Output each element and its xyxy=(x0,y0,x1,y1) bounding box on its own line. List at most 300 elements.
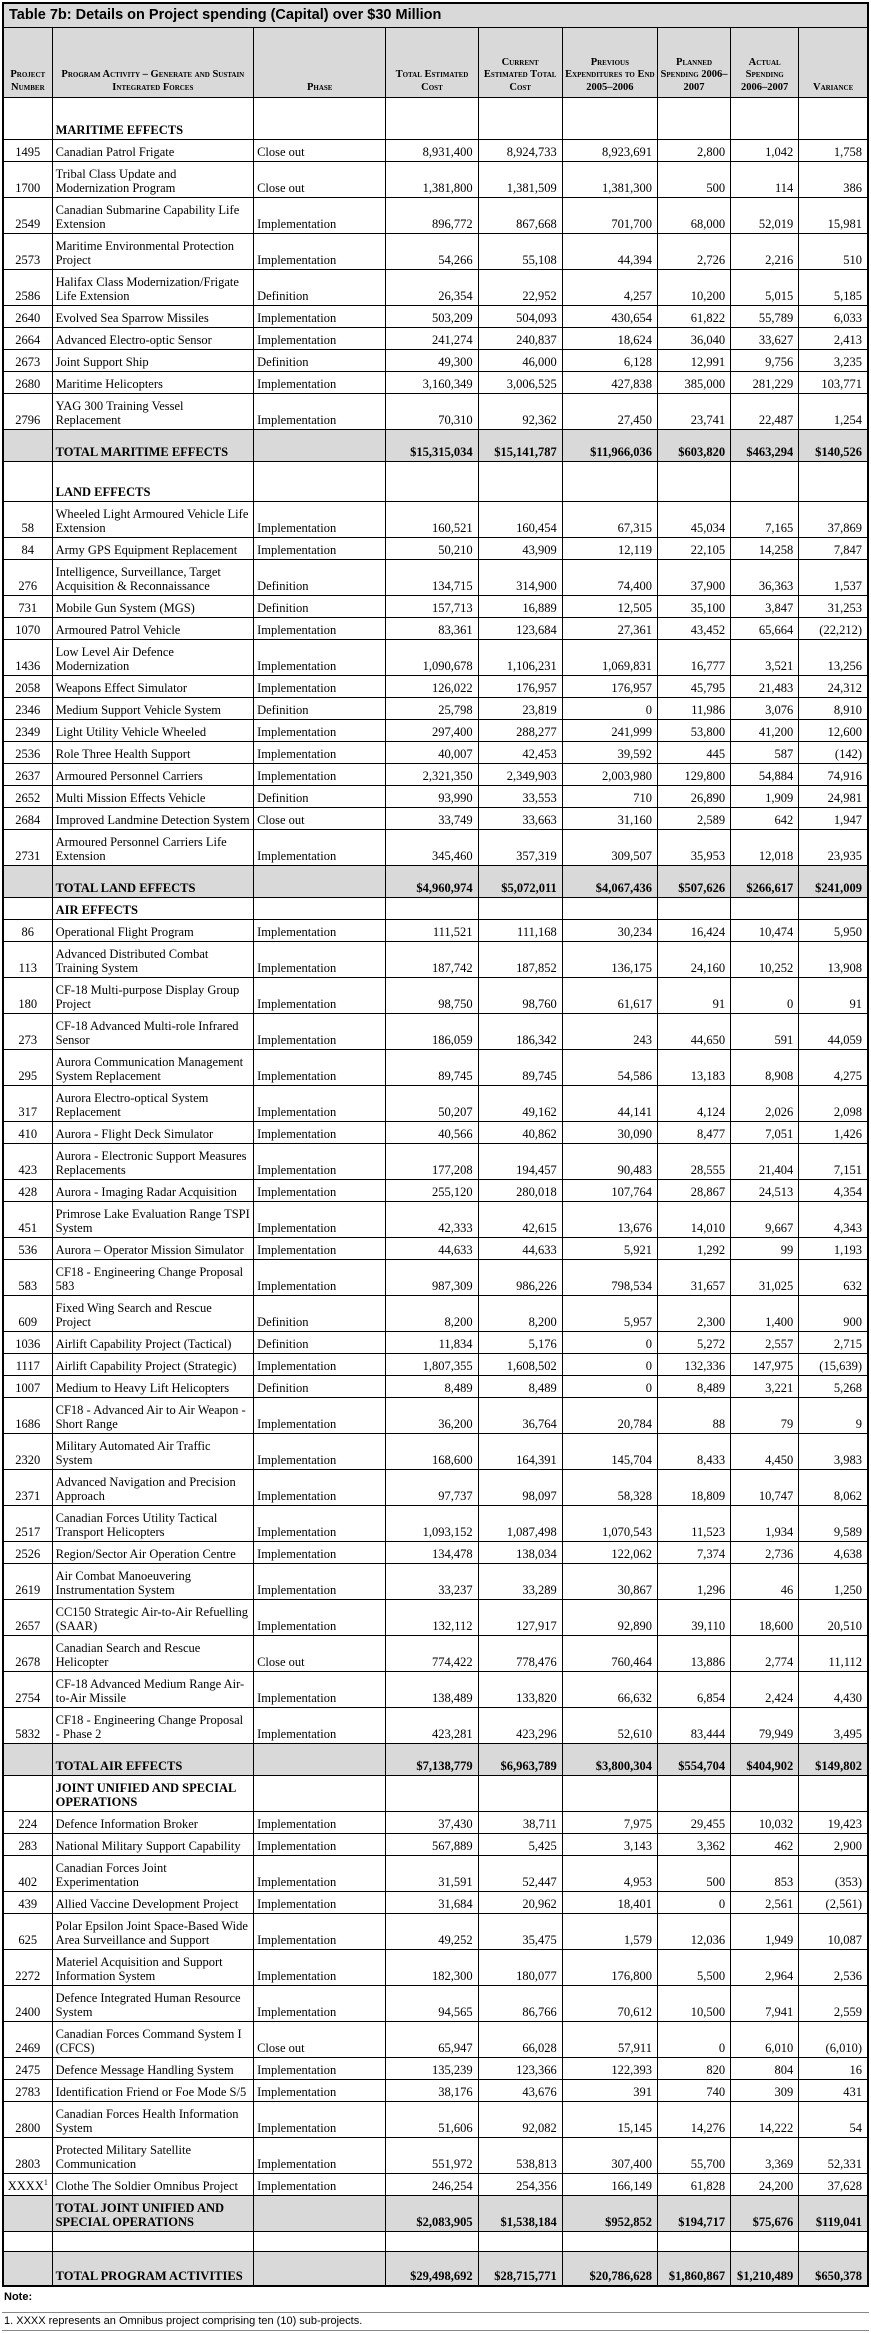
project-number: 317 xyxy=(18,1105,38,1119)
amount-cell: 135,239 xyxy=(386,2058,478,2080)
amount-cell: 896,772 xyxy=(386,198,478,234)
amount-cell: 774,422 xyxy=(386,1636,478,1672)
phase-cell: Definition xyxy=(254,596,386,618)
amount-cell: 40,862 xyxy=(478,1122,562,1144)
phase-cell: Implementation xyxy=(254,1144,386,1180)
amount-cell: 11,523 xyxy=(657,1506,730,1542)
phase-cell: Implementation xyxy=(254,720,386,742)
phase-cell: Definition xyxy=(254,1296,386,1332)
activity-cell: CF-18 Advanced Multi-role Infrared Sensor xyxy=(52,1014,253,1050)
phase-cell: Implementation xyxy=(254,1708,386,1744)
project-row xyxy=(3,2138,868,2174)
amount-cell: 2,561 xyxy=(731,1892,799,1914)
project-row xyxy=(3,1542,868,1564)
amount-cell: 33,289 xyxy=(478,1564,562,1600)
amount-cell: 5,957 xyxy=(562,1296,657,1332)
activity-cell: CF-18 Multi-purpose Display Group Project xyxy=(52,978,253,1014)
phase-cell: Implementation xyxy=(254,2102,386,2138)
amount-cell: 13,908 xyxy=(799,942,868,978)
amount-cell: 33,749 xyxy=(386,808,478,830)
amount-cell: (6,010) xyxy=(799,2022,868,2058)
amount-cell: 1,426 xyxy=(799,1122,868,1144)
project-row xyxy=(3,1238,868,1260)
activity-cell: Armoured Personnel Carriers xyxy=(52,764,253,786)
project-row xyxy=(3,640,868,676)
amount-cell: 1,106,231 xyxy=(478,640,562,676)
project-row xyxy=(3,560,868,596)
project-number-cell xyxy=(3,1398,52,1434)
total-amount-cell: $2,083,905 xyxy=(386,2196,478,2232)
project-row xyxy=(3,1434,868,1470)
amount-cell: 2,557 xyxy=(731,1332,799,1354)
amount-cell: 1,296 xyxy=(657,1564,730,1600)
empty-cell xyxy=(562,2232,657,2252)
amount-cell: 10,200 xyxy=(657,270,730,306)
amount-cell: 3,006,525 xyxy=(478,372,562,394)
project-number-cell xyxy=(3,1506,52,1542)
project-number: 2731 xyxy=(15,849,41,863)
amount-cell: 44,141 xyxy=(562,1086,657,1122)
amount-cell: 12,600 xyxy=(799,720,868,742)
project-number-cell xyxy=(3,1376,52,1398)
section-label: AIR EFFECTS xyxy=(52,898,253,920)
grand-total-amount-cell: $650,378 xyxy=(799,2252,868,2286)
amount-cell: 254,356 xyxy=(478,2174,562,2196)
project-row xyxy=(3,1376,868,1398)
amount-cell: 2,559 xyxy=(799,1986,868,2022)
amount-cell: 4,124 xyxy=(657,1086,730,1122)
amount-cell: 642 xyxy=(731,808,799,830)
amount-cell: 0 xyxy=(731,978,799,1014)
activity-cell: Clothe The Soldier Omnibus Project xyxy=(52,2174,253,2196)
amount-cell: 1,292 xyxy=(657,1238,730,1260)
amount-cell: 36,040 xyxy=(657,328,730,350)
empty-cell xyxy=(657,898,730,920)
project-number-cell xyxy=(3,786,52,808)
phase-cell: Implementation xyxy=(254,830,386,866)
amount-cell: 1,070,543 xyxy=(562,1506,657,1542)
project-row xyxy=(3,1856,868,1892)
amount-cell: 15,145 xyxy=(562,2102,657,2138)
amount-cell: 168,600 xyxy=(386,1434,478,1470)
amount-cell: 240,837 xyxy=(478,328,562,350)
amount-cell: 1,758 xyxy=(799,140,868,162)
activity-cell: Fixed Wing Search and Rescue Project xyxy=(52,1296,253,1332)
amount-cell: 10,474 xyxy=(731,920,799,942)
activity-cell: Operational Flight Program xyxy=(52,920,253,942)
section-label: JOINT UNIFIED AND SPECIAL OPERATIONS xyxy=(52,1776,253,1812)
amount-cell: 2,800 xyxy=(657,140,730,162)
empty-cell xyxy=(3,1744,52,1776)
amount-cell: 36,764 xyxy=(478,1398,562,1434)
total-amount-cell: $3,800,304 xyxy=(562,1744,657,1776)
amount-cell: 10,252 xyxy=(731,942,799,978)
activity-cell: Intelligence, Surveillance, Target Acquisition & Reconnaissance xyxy=(52,560,253,596)
empty-cell xyxy=(799,2232,868,2252)
phase-cell: Implementation xyxy=(254,2080,386,2102)
empty-cell xyxy=(562,1776,657,1812)
col-header-variance: Variance xyxy=(799,28,868,98)
amount-cell: 99 xyxy=(731,1238,799,1260)
project-number: 2517 xyxy=(15,1525,41,1539)
amount-cell: 307,400 xyxy=(562,2138,657,2174)
amount-cell: 37,430 xyxy=(386,1812,478,1834)
project-row xyxy=(3,2102,868,2138)
project-row xyxy=(3,198,868,234)
project-row xyxy=(3,140,868,162)
amount-cell: 43,909 xyxy=(478,538,562,560)
total-amount-cell: $11,966,036 xyxy=(562,430,657,462)
amount-cell: 12,018 xyxy=(731,830,799,866)
amount-cell: 31,253 xyxy=(799,596,868,618)
phase-cell: Implementation xyxy=(254,1086,386,1122)
project-number: 2678 xyxy=(15,1655,41,1669)
empty-cell xyxy=(52,2232,253,2252)
amount-cell: 138,489 xyxy=(386,1672,478,1708)
amount-cell: 92,362 xyxy=(478,394,562,430)
total-amount-cell: $140,526 xyxy=(799,430,868,462)
project-number-cell xyxy=(3,140,52,162)
phase-cell: Implementation xyxy=(254,942,386,978)
activity-cell: Canadian Search and Rescue Helicopter xyxy=(52,1636,253,1672)
project-number-cell xyxy=(3,1332,52,1354)
amount-cell: 8,477 xyxy=(657,1122,730,1144)
amount-cell: 46,000 xyxy=(478,350,562,372)
amount-cell: 68,000 xyxy=(657,198,730,234)
amount-cell: 66,028 xyxy=(478,2022,562,2058)
amount-cell: 288,277 xyxy=(478,720,562,742)
total-amount-cell: $266,617 xyxy=(731,866,799,898)
project-row xyxy=(3,920,868,942)
total-amount-cell: $463,294 xyxy=(731,430,799,462)
amount-cell: 386 xyxy=(799,162,868,198)
total-amount-cell: $4,067,436 xyxy=(562,866,657,898)
amount-cell: 26,890 xyxy=(657,786,730,808)
activity-cell: CF-18 Advanced Medium Range Air-to-Air Missile xyxy=(52,1672,253,1708)
phase-cell: Definition xyxy=(254,698,386,720)
project-row xyxy=(3,698,868,720)
project-number-cell xyxy=(3,2022,52,2058)
section-header-row xyxy=(3,462,868,502)
grand-total-label: TOTAL PROGRAM ACTIVITIES xyxy=(52,2252,253,2286)
phase-cell: Implementation xyxy=(254,1122,386,1144)
project-number-cell xyxy=(3,2102,52,2138)
col-header-actual-spending: Actual Spending 2006–2007 xyxy=(731,28,799,98)
amount-cell: 15,981 xyxy=(799,198,868,234)
amount-cell: 241,274 xyxy=(386,328,478,350)
amount-cell: 24,513 xyxy=(731,1180,799,1202)
phase-cell: Definition xyxy=(254,786,386,808)
amount-cell: 3,076 xyxy=(731,698,799,720)
amount-cell: 29,455 xyxy=(657,1812,730,1834)
project-row xyxy=(3,1354,868,1376)
project-row xyxy=(3,720,868,742)
amount-cell: 701,700 xyxy=(562,198,657,234)
empty-cell xyxy=(731,98,799,140)
activity-cell: Joint Support Ship xyxy=(52,350,253,372)
project-number: 536 xyxy=(18,1243,38,1257)
amount-cell: 551,972 xyxy=(386,2138,478,2174)
note-heading: Note: xyxy=(4,2290,33,2303)
amount-cell: 134,478 xyxy=(386,1542,478,1564)
amount-cell: 28,867 xyxy=(657,1180,730,1202)
phase-cell: Implementation xyxy=(254,1260,386,1296)
amount-cell: 9,667 xyxy=(731,1202,799,1238)
amount-cell: 8,200 xyxy=(478,1296,562,1332)
amount-cell: 44,059 xyxy=(799,1014,868,1050)
project-number: 402 xyxy=(18,1875,38,1889)
amount-cell: 43,676 xyxy=(478,2080,562,2102)
amount-cell: 98,097 xyxy=(478,1470,562,1506)
empty-cell xyxy=(254,1776,386,1812)
project-number: 2684 xyxy=(15,813,41,827)
amount-cell: 8,910 xyxy=(799,698,868,720)
project-row xyxy=(3,1672,868,1708)
empty-cell xyxy=(799,1776,868,1812)
col-header-current-estimated-total-cost: Current Estimated Total Cost xyxy=(478,28,562,98)
project-row xyxy=(3,1144,868,1180)
empty-cell xyxy=(386,898,478,920)
amount-cell: 2,321,350 xyxy=(386,764,478,786)
phase-cell: Close out xyxy=(254,808,386,830)
amount-cell: 21,404 xyxy=(731,1144,799,1180)
empty-cell xyxy=(657,462,730,502)
amount-cell: 16,889 xyxy=(478,596,562,618)
amount-cell: 24,312 xyxy=(799,676,868,698)
project-row xyxy=(3,1122,868,1144)
project-number-cell xyxy=(3,1180,52,1202)
activity-cell: Canadian Forces Command System I (CFCS) xyxy=(52,2022,253,2058)
table-title-row xyxy=(3,3,868,28)
amount-cell: 79,949 xyxy=(731,1708,799,1744)
grand-total-amount-cell: $1,210,489 xyxy=(731,2252,799,2286)
amount-cell: 5,015 xyxy=(731,270,799,306)
amount-cell: 2,300 xyxy=(657,1296,730,1332)
total-label: TOTAL LAND EFFECTS xyxy=(52,866,253,898)
project-number-cell xyxy=(3,502,52,538)
project-row xyxy=(3,618,868,640)
grand-total-amount-cell: $1,860,867 xyxy=(657,2252,730,2286)
amount-cell: 61,822 xyxy=(657,306,730,328)
total-amount-cell: $952,852 xyxy=(562,2196,657,2232)
grand-total-amount-cell: $20,786,628 xyxy=(562,2252,657,2286)
amount-cell: 52,331 xyxy=(799,2138,868,2174)
amount-cell: 187,742 xyxy=(386,942,478,978)
project-row xyxy=(3,350,868,372)
amount-cell: 6,854 xyxy=(657,1672,730,1708)
project-number: 2349 xyxy=(15,725,41,739)
project-number-cell xyxy=(3,1354,52,1376)
project-number-cell xyxy=(3,676,52,698)
amount-cell: 423,281 xyxy=(386,1708,478,1744)
phase-cell: Implementation xyxy=(254,1542,386,1564)
amount-cell: 8,062 xyxy=(799,1470,868,1506)
project-number-cell xyxy=(3,1434,52,1470)
project-number-cell xyxy=(3,1834,52,1856)
project-number-cell xyxy=(3,1202,52,1238)
amount-cell: 88 xyxy=(657,1398,730,1434)
project-row xyxy=(3,1086,868,1122)
activity-cell: Aurora Communication Management System Replacement xyxy=(52,1050,253,1086)
empty-cell xyxy=(657,1776,730,1812)
amount-cell: 8,489 xyxy=(386,1376,478,1398)
amount-cell: 54,266 xyxy=(386,234,478,270)
amount-cell: 1,193 xyxy=(799,1238,868,1260)
amount-cell: (22,212) xyxy=(799,618,868,640)
amount-cell: 1,087,498 xyxy=(478,1506,562,1542)
amount-cell: 1,579 xyxy=(562,1914,657,1950)
amount-cell: 132,336 xyxy=(657,1354,730,1376)
project-row xyxy=(3,394,868,430)
empty-cell xyxy=(254,430,386,462)
amount-cell: 7,374 xyxy=(657,1542,730,1564)
project-row xyxy=(3,2058,868,2080)
amount-cell: 1,250 xyxy=(799,1564,868,1600)
amount-cell: 309,507 xyxy=(562,830,657,866)
amount-cell: 1,090,678 xyxy=(386,640,478,676)
activity-cell: Region/Sector Air Operation Centre xyxy=(52,1542,253,1564)
total-amount-cell: $241,009 xyxy=(799,866,868,898)
project-number-cell xyxy=(3,742,52,764)
activity-cell: Aurora - Electronic Support Measures Replacements xyxy=(52,1144,253,1180)
project-number: 2680 xyxy=(15,377,41,391)
project-row xyxy=(3,742,868,764)
project-number: 295 xyxy=(18,1069,38,1083)
amount-cell: 44,394 xyxy=(562,234,657,270)
amount-cell: 1,807,355 xyxy=(386,1354,478,1376)
project-number: 283 xyxy=(18,1839,38,1853)
amount-cell: 6,128 xyxy=(562,350,657,372)
amount-cell: 241,999 xyxy=(562,720,657,742)
total-amount-cell: $603,820 xyxy=(657,430,730,462)
total-amount-cell: $75,676 xyxy=(731,2196,799,2232)
amount-cell: 98,760 xyxy=(478,978,562,1014)
amount-cell: 42,453 xyxy=(478,742,562,764)
amount-cell: 111,521 xyxy=(386,920,478,942)
amount-cell: 37,900 xyxy=(657,560,730,596)
amount-cell: 89,745 xyxy=(386,1050,478,1086)
amount-cell: 987,309 xyxy=(386,1260,478,1296)
project-number: 423 xyxy=(18,1163,38,1177)
project-number-cell xyxy=(3,1542,52,1564)
amount-cell: 13,183 xyxy=(657,1050,730,1086)
project-number: 2272 xyxy=(15,1969,41,1983)
project-number-cell xyxy=(3,640,52,676)
amount-cell: 145,704 xyxy=(562,1434,657,1470)
amount-cell: 22,487 xyxy=(731,394,799,430)
phase-cell: Implementation xyxy=(254,764,386,786)
section-header-row xyxy=(3,898,868,920)
amount-cell: 0 xyxy=(562,1376,657,1398)
project-number: 5832 xyxy=(15,1727,41,1741)
amount-cell: 3,521 xyxy=(731,640,799,676)
amount-cell: 314,900 xyxy=(478,560,562,596)
amount-cell: 246,254 xyxy=(386,2174,478,2196)
project-row xyxy=(3,830,868,866)
project-row xyxy=(3,1600,868,1636)
footnote-marker: 1 xyxy=(43,2177,48,2187)
amount-cell: 39,592 xyxy=(562,742,657,764)
project-number-cell xyxy=(3,942,52,978)
empty-cell xyxy=(478,2232,562,2252)
activity-cell: Canadian Patrol Frigate xyxy=(52,140,253,162)
phase-cell: Implementation xyxy=(254,538,386,560)
phase-cell: Close out xyxy=(254,1636,386,1672)
amount-cell: 7,151 xyxy=(799,1144,868,1180)
empty-cell xyxy=(3,898,52,920)
amount-cell: 391 xyxy=(562,2080,657,2102)
project-number-cell xyxy=(3,394,52,430)
amount-cell: 5,425 xyxy=(478,1834,562,1856)
activity-cell: Medium to Heavy Lift Helicopters xyxy=(52,1376,253,1398)
amount-cell: 31,160 xyxy=(562,808,657,830)
empty-cell xyxy=(3,2252,52,2286)
amount-cell: 122,393 xyxy=(562,2058,657,2080)
amount-cell: 503,209 xyxy=(386,306,478,328)
project-number-cell xyxy=(3,2174,52,2196)
project-number-cell xyxy=(3,1708,52,1744)
amount-cell: 5,921 xyxy=(562,1238,657,1260)
project-number: 2657 xyxy=(15,1619,41,1633)
amount-cell: 18,600 xyxy=(731,1600,799,1636)
empty-cell xyxy=(562,98,657,140)
amount-cell: 35,100 xyxy=(657,596,730,618)
project-row xyxy=(3,1506,868,1542)
phase-cell: Implementation xyxy=(254,1856,386,1892)
amount-cell: 2,536 xyxy=(799,1950,868,1986)
col-header-planned-spending: Planned Spending 2006–2007 xyxy=(657,28,730,98)
activity-cell: Airlift Capability Project (Tactical) xyxy=(52,1332,253,1354)
project-number-cell xyxy=(3,618,52,640)
amount-cell: 5,950 xyxy=(799,920,868,942)
project-row xyxy=(3,2022,868,2058)
empty-cell xyxy=(799,898,868,920)
empty-cell xyxy=(478,1776,562,1812)
amount-cell: 853 xyxy=(731,1856,799,1892)
phase-cell: Implementation xyxy=(254,978,386,1014)
amount-cell: 10,032 xyxy=(731,1812,799,1834)
project-row xyxy=(3,1950,868,1986)
amount-cell: 4,354 xyxy=(799,1180,868,1202)
project-number-cell xyxy=(3,920,52,942)
amount-cell: 804 xyxy=(731,2058,799,2080)
amount-cell: 90,483 xyxy=(562,1144,657,1180)
amount-cell: 24,981 xyxy=(799,786,868,808)
project-number: 2637 xyxy=(15,769,41,783)
amount-cell: 41,200 xyxy=(731,720,799,742)
empty-cell xyxy=(3,430,52,462)
amount-cell: 107,764 xyxy=(562,1180,657,1202)
amount-cell: 538,813 xyxy=(478,2138,562,2174)
activity-cell: CC150 Strategic Air-to-Air Refuelling (SAAR) xyxy=(52,1600,253,1636)
amount-cell: 4,275 xyxy=(799,1050,868,1086)
project-row xyxy=(3,1812,868,1834)
project-number-cell xyxy=(3,720,52,742)
amount-cell: (15,639) xyxy=(799,1354,868,1376)
section-total-row xyxy=(3,2196,868,2232)
amount-cell: 89,745 xyxy=(478,1050,562,1086)
phase-cell: Definition xyxy=(254,350,386,372)
activity-cell: CF18 - Advanced Air to Air Weapon - Short Range xyxy=(52,1398,253,1434)
activity-cell: Role Three Health Support xyxy=(52,742,253,764)
note-section xyxy=(2,2288,869,2331)
amount-cell: 632 xyxy=(799,1260,868,1296)
project-number: 2783 xyxy=(15,2085,41,2099)
empty-cell xyxy=(3,1776,52,1812)
amount-cell: 20,784 xyxy=(562,1398,657,1434)
amount-cell: 133,820 xyxy=(478,1672,562,1708)
amount-cell: 27,361 xyxy=(562,618,657,640)
